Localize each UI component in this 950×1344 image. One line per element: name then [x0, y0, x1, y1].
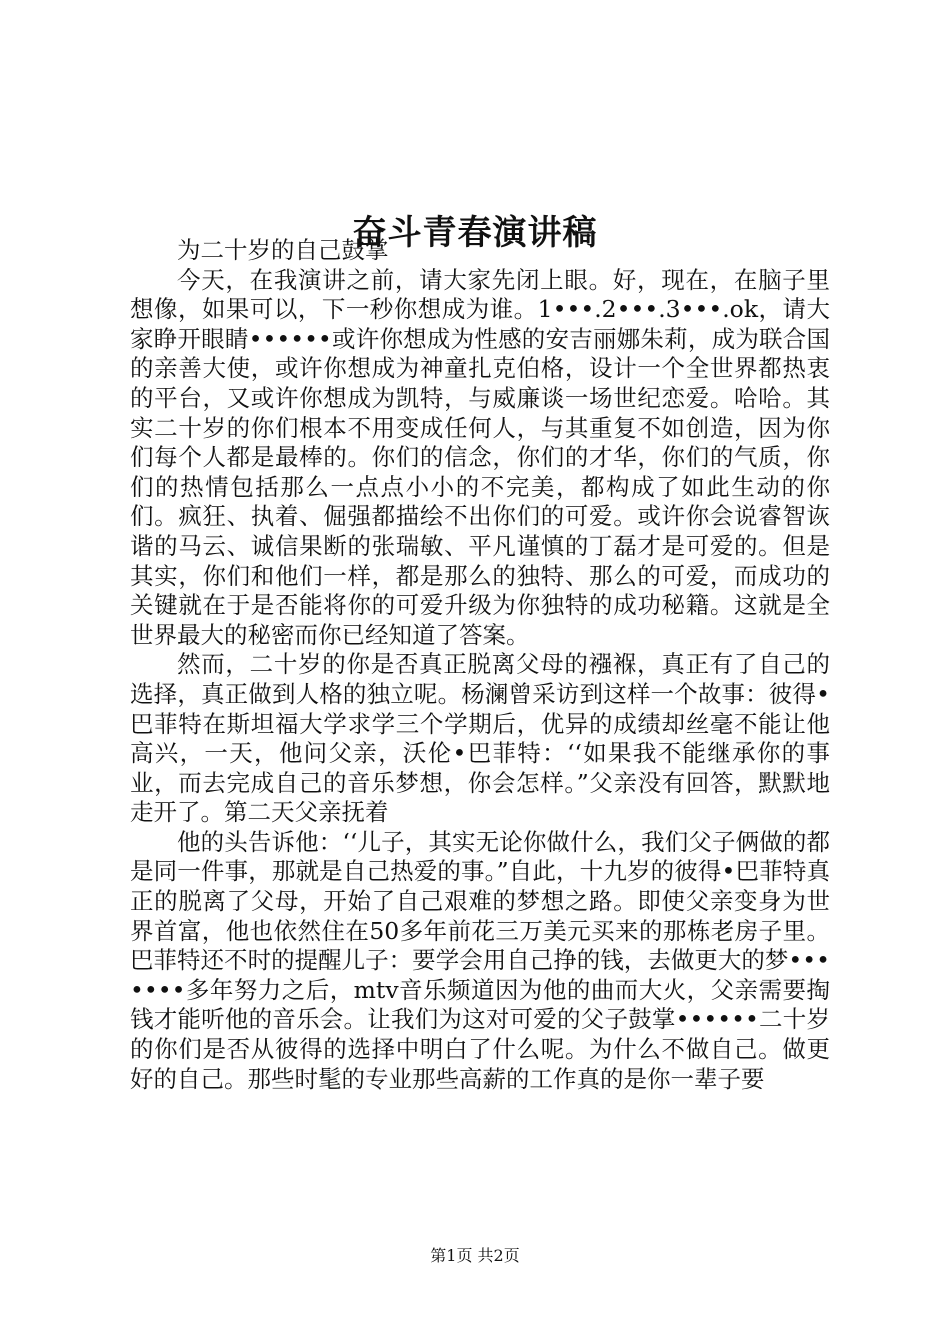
paragraph-2: 然而，二十岁的你是否真正脱离父母的襁褓，真正有了自己的选择，真正做到人格的独立呢。杨澜曾采访到这样一个故事：彼得•巴菲特在斯坦福大学求学三个学期后，优异的成绩却丝毫不能让他高兴，一天，他问父亲，沃伦•巴菲特：‘‘如果我不能继承你的事业，而去完成自己的音乐梦想，你会怎样。”父亲没有回答，默默地走开了。第二天父亲抚着: [130, 650, 830, 827]
page-footer: 第1页 共2页: [430, 1246, 520, 1265]
paragraph-1: 今天，在我演讲之前，请大家先闭上眼。好，现在，在脑子里想像，如果可以，下一秒你想成为谁。1•••.2•••.3•••.ok，请大家睁开眼睛••••••或许你想成为性感的安吉丽娜朱莉，成为联合国的亲善大使，或许你想成为神童扎克伯格，设计一个全世界都热衷的平台，又或许你想成为凯特，与威廉谈一场世纪恋爱。哈哈。其实二十岁的你们根本不用变成任何人，与其重复不如创造，因为你们每个人都是最棒的。你们的信念，你们的才华，你们的气质，你们的热情包括那么一点点小小的不完美，都构成了如此生动的你们。疯狂、执着、倔强都描绘不出你们的可爱。或许你会说睿智诙谐的马云、诚信果断的张瑞敏、平凡谨慎的丁磊才是可爱的。但是其实，你们和他们一样，都是那么的独特、那么的可爱，而成功的关键就在于是否能将你的可爱升级为你独特的成功秘籍。这就是全世界最大的秘密而你已经知道了答案。: [130, 265, 830, 649]
document-body: [130, 236, 830, 1094]
paragraph-subtitle: 为二十岁的自己鼓掌: [177, 236, 389, 264]
paragraph-3: 他的头告诉他：‘‘儿子，其实无论你做什么，我们父子俩做的都是同一件事，那就是自己热爱的事。”自此，十九岁的彼得•巴菲特真正的脱离了父母，开始了自己艰难的梦想之路。即使父亲变身为世界首富，他也依然住在50多年前花三万美元买来的那栋老房子里。巴菲特还不时的提醒儿子：要学会用自己挣的钱，去做更大的梦•••••••多年努力之后，mtv音乐频道因为他的曲而大火，父亲需要掏钱才能听他的音乐会。让我们为这对可爱的父子鼓掌••••••二十岁的你们是否从彼得的选择中明白了什么呢。为什么不做自己。做更好的自己。那些时髦的专业那些高薪的工作真的是你一辈子要: [130, 827, 830, 1093]
document-title: 奋斗青春演讲稿: [352, 212, 598, 253]
